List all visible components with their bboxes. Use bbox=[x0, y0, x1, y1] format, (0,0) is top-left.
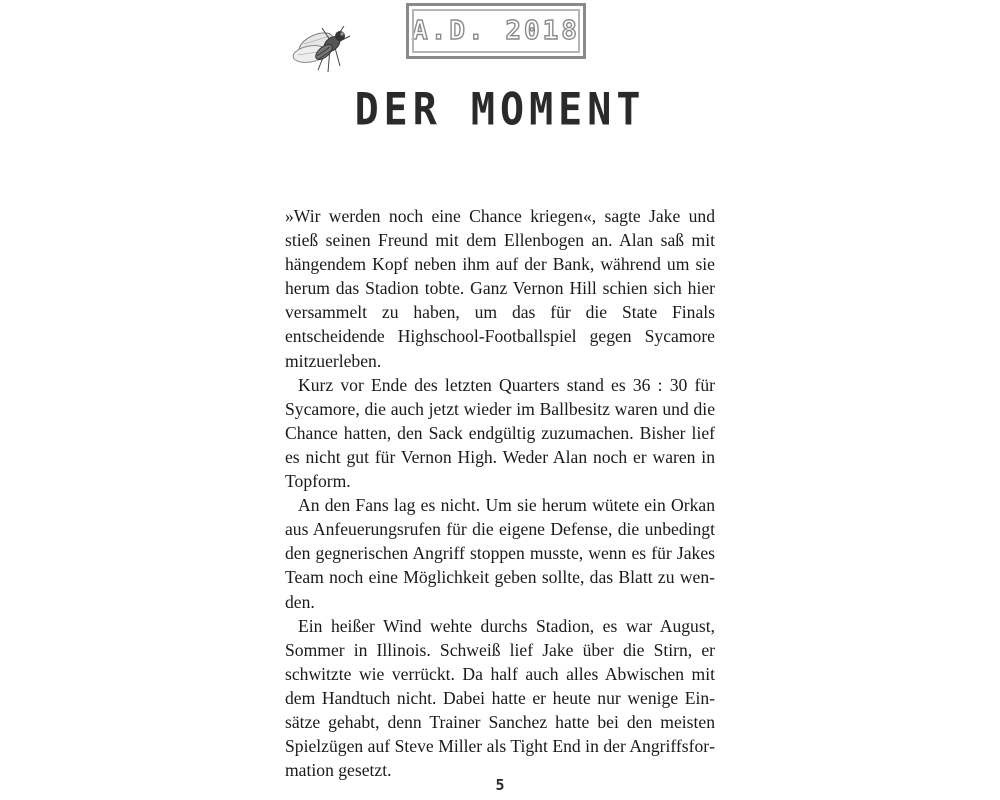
paragraph-1: »Wir werden noch eine Chance kriegen«, sagte Jake und stieß seinen Freund mit dem Ellenbogen an. Alan saß mit hängendem Kopf neben ihm auf der Bank, während um sie herum das Stadion tobte. Ganz Vernon Hill schien sich hier versammelt zu haben, um das für die State Finals entscheidende Highschool-Footballspiel gegen Sycamore mitzuerleben. bbox=[285, 206, 715, 371]
paragraph-4: Ein heißer Wind wehte durchs Stadion, es war August, Sommer in Illinois. Schweiß lief Jake über die Stirn, er schwitzte wie verrückt. Da half auch alles Abwischen mit dem Handtuch nicht. Dabei hatte er heute nur wenige Einsätze gehabt, denn Trainer Sanchez hatte bei den meisten Spielzügen auf Steve Miller als Tight End in der Angriffsformation gesetzt. bbox=[285, 615, 715, 781]
page-number: 5 bbox=[495, 776, 505, 794]
paragraph-2: Kurz vor Ende des letzten Quarters stand es 36 : 30 für Sycamore, die auch jetzt wieder im Ballbesitz waren und die Chance hatten, den Sack endgültig zuzumachen. Bisher lief es nicht gut für Vernon High. Weder Alan noch er waren in Topform. bbox=[285, 374, 715, 492]
chapter-title: DER MOMENT bbox=[354, 84, 646, 136]
date-stamp bbox=[406, 3, 586, 59]
paragraph-3: An den Fans lag es nicht. Um sie herum wütete ein Orkan aus Anfeuerungsrufen für die eigene Defense, die unbedingt den gegnerischen Angriff stoppen musste, wenn es für Jakes Team noch eine Möglichkeit geben sollte, das Blatt zu wenden. bbox=[285, 495, 715, 612]
fly-icon bbox=[286, 14, 356, 80]
chapter-body bbox=[285, 204, 715, 782]
date-stamp-text: A.D. 2018 bbox=[412, 16, 580, 46]
